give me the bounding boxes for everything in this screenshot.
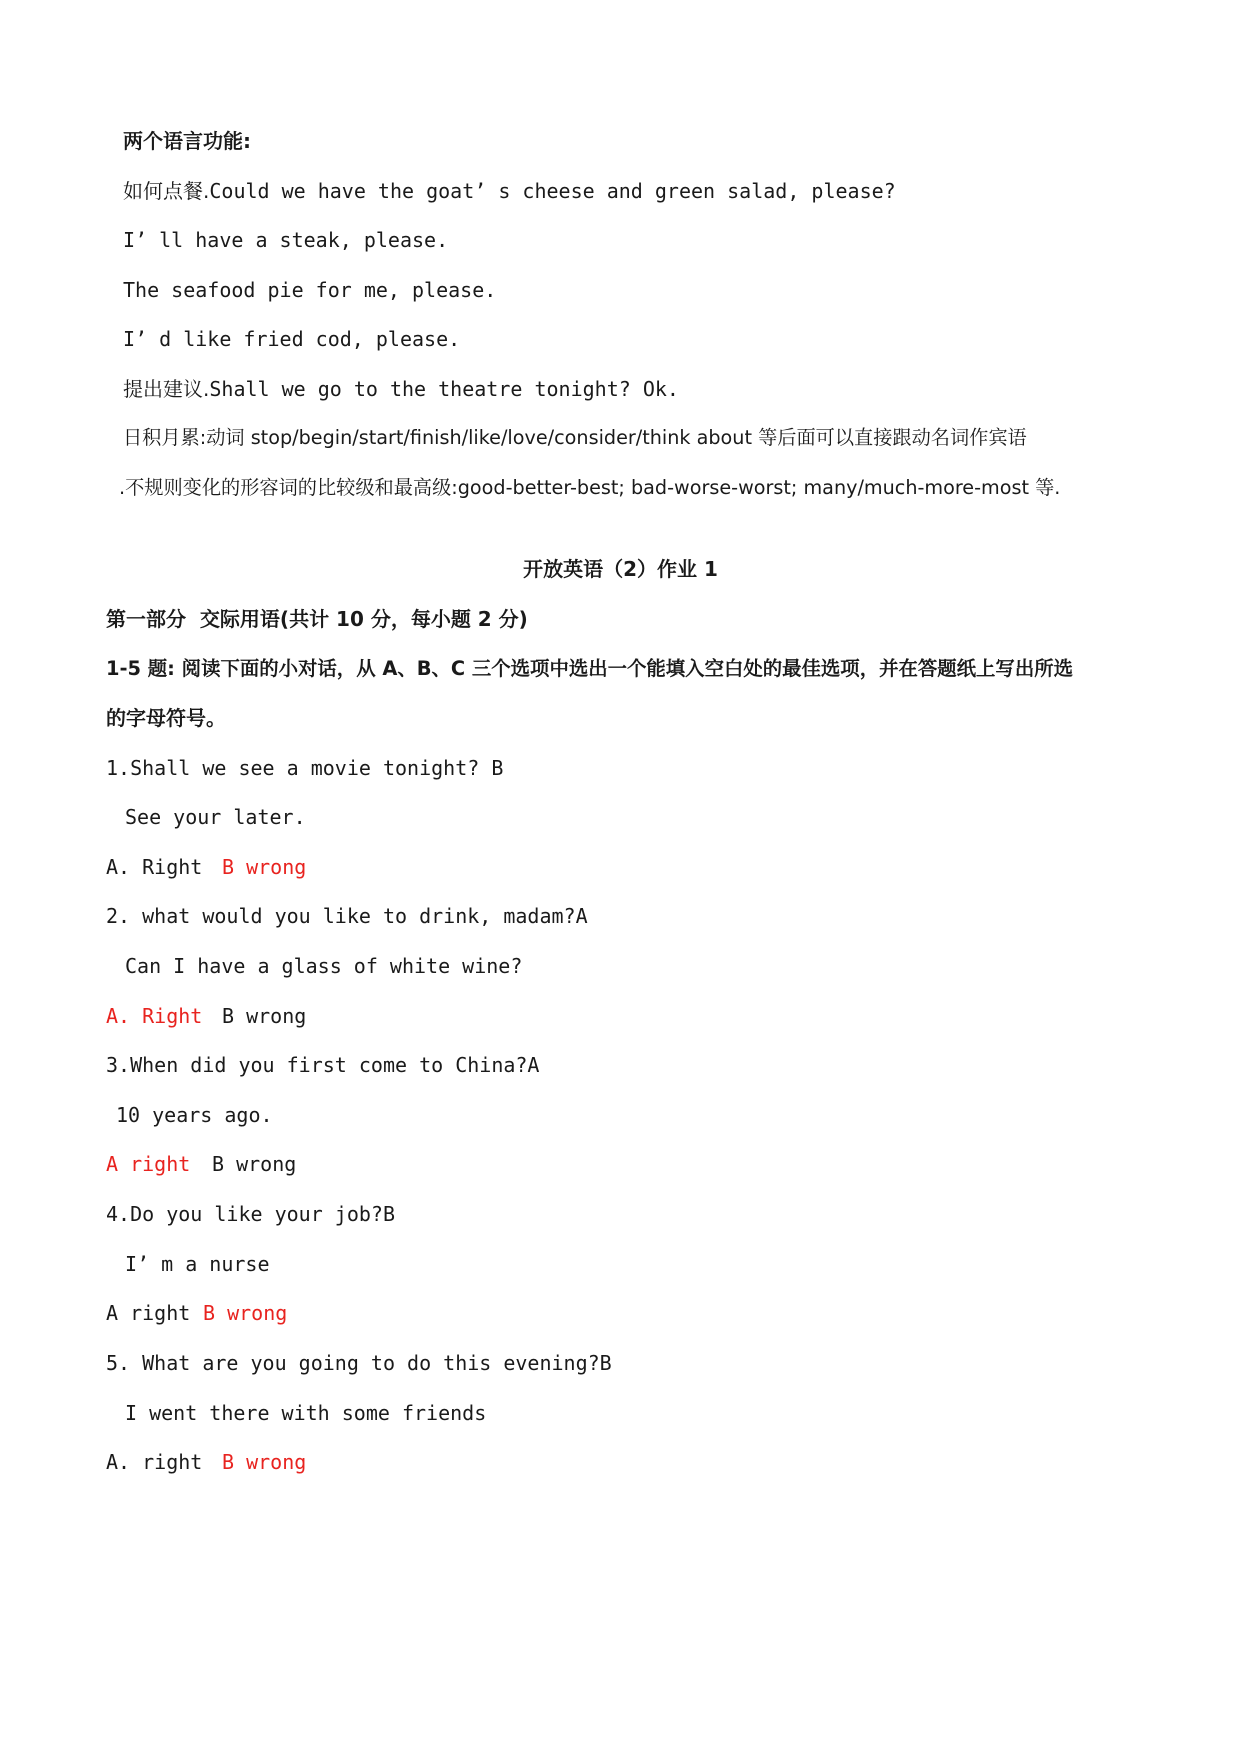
question-1: 1.Shall we see a movie tonight? B (106, 756, 504, 780)
response-4: I’ m a nurse (125, 1252, 270, 1276)
question-5: 5. What are you going to do this evening?B (106, 1351, 612, 1375)
response-3: 10 years ago. (116, 1103, 273, 1127)
response-1: See your later. (125, 805, 306, 829)
ordering-sentence: Could we have the goat’ s cheese and green salad, please? (209, 179, 896, 203)
question-3: 3.When did you first come to China?A (106, 1053, 540, 1077)
instruction-text: 1-5 题: 阅读下面的小对话，从 A、B、C 三个选项中选出一个能填入空白处的最佳选项，并在答题纸上写出所选 (106, 657, 1073, 680)
section-heading: 两个语言功能: (123, 129, 251, 153)
ordering-example-line (123, 178, 896, 204)
option-b-1: B wrong (222, 855, 307, 879)
suggestion-sentence: Shall we go to the theatre tonight? Ok. (209, 377, 679, 401)
suggestion-label: 提出建议. (123, 377, 210, 401)
option-a-3: A right (106, 1152, 191, 1176)
response-5: I went there with some friends (125, 1401, 487, 1425)
example-sentence: I’ d like fried cod, please. (123, 327, 461, 351)
question-2: 2. what would you like to drink, madam?A (106, 904, 588, 928)
option-b-4: B wrong (203, 1301, 288, 1325)
instruction-text: 的字母符号。 (106, 706, 226, 730)
example-sentence: I’ ll have a steak, please. (123, 228, 449, 252)
grammar-note-line: .不规则变化的形容词的比较级和最高级:good-better-best; bad-worse-worst; many/much-more-most 等. (119, 476, 1061, 499)
option-a-2: A. Right (106, 1004, 203, 1028)
part-heading: 第一部分 交际用语(共计 10 分，每小题 2 分) (106, 607, 528, 631)
ordering-label: 如何点餐. (123, 179, 210, 203)
example-sentence: The seafood pie for me, please. (123, 278, 497, 302)
response-2: Can I have a glass of white wine? (125, 954, 523, 978)
question-4: 4.Do you like your job?B (106, 1202, 395, 1226)
option-a-4: A right (106, 1301, 191, 1325)
suggestion-example-line (123, 376, 679, 402)
option-b-2: B wrong (222, 1004, 307, 1028)
option-b-5: B wrong (222, 1450, 307, 1474)
option-a-5: A. right (106, 1450, 203, 1474)
option-b-3: B wrong (212, 1152, 297, 1176)
assignment-title: 开放英语（2）作业 1 (523, 557, 718, 581)
grammar-note-line: 日积月累:动词 stop/begin/start/finish/like/love/consider/think about 等后面可以直接跟动名词作宾语 (123, 426, 1027, 449)
option-a-1: A. Right (106, 855, 203, 879)
